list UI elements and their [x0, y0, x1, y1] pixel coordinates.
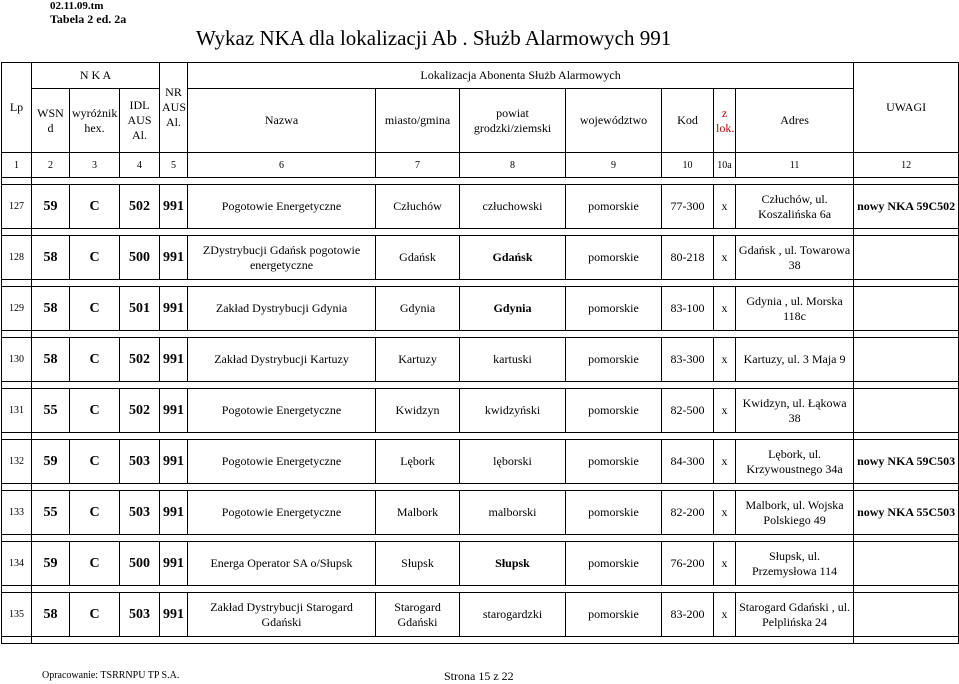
cell-uwagi	[854, 236, 959, 280]
table-row	[2, 287, 959, 331]
cell-lp: 129	[2, 287, 32, 331]
cell-powiat: starogardzki	[460, 593, 566, 637]
col-num: 11	[736, 153, 854, 178]
cell-miasto: Człuchów	[376, 185, 460, 229]
header-wojewodztwo: województwo	[566, 89, 662, 153]
header-nr: NR AUS Al.	[160, 63, 188, 153]
spacer-row	[2, 433, 959, 440]
table-row	[2, 593, 959, 637]
col-num: 2	[32, 153, 70, 178]
spacer-row	[2, 331, 959, 338]
spacer-row	[2, 535, 959, 542]
cell-nr: 991	[160, 440, 188, 484]
header-nka-group: N K A	[32, 63, 160, 89]
cell-idl: 503	[120, 491, 160, 535]
cell-powiat: kwidzyński	[460, 389, 566, 433]
header-uwagi: UWAGI	[854, 63, 959, 153]
cell-wojewodztwo: pomorskie	[566, 542, 662, 586]
cell-adres: Gdańsk , ul. Towarowa 38	[736, 236, 854, 280]
column-number-row	[2, 153, 959, 178]
cell-kod: 84-300	[662, 440, 714, 484]
cell-nr: 991	[160, 389, 188, 433]
cell-z-lok: x	[714, 236, 736, 280]
cell-adres: Kwidzyn, ul. Łąkowa 38	[736, 389, 854, 433]
table-row	[2, 491, 959, 535]
cell-lp: 132	[2, 440, 32, 484]
cell-kod: 83-300	[662, 338, 714, 382]
cell-kod: 82-500	[662, 389, 714, 433]
cell-kod: 80-218	[662, 236, 714, 280]
cell-adres: Malbork, ul. Wojska Polskiego 49	[736, 491, 854, 535]
col-num: 10	[662, 153, 714, 178]
cell-uwagi: nowy NKA 55C503	[854, 491, 959, 535]
table-label: Tabela 2 ed. 2a	[50, 12, 127, 26]
cell-nr: 991	[160, 287, 188, 331]
cell-wojewodztwo: pomorskie	[566, 236, 662, 280]
cell-idl: 503	[120, 593, 160, 637]
document-date: 02.11.09.tm	[50, 0, 104, 12]
col-num: 7	[376, 153, 460, 178]
cell-miasto: Starogard Gdański	[376, 593, 460, 637]
col-num: 4	[120, 153, 160, 178]
spacer-row	[2, 178, 959, 185]
table-row	[2, 389, 959, 433]
cell-wojewodztwo: pomorskie	[566, 593, 662, 637]
col-num: 5	[160, 153, 188, 178]
cell-miasto: Gdynia	[376, 287, 460, 331]
cell-uwagi	[854, 542, 959, 586]
cell-uwagi	[854, 389, 959, 433]
cell-lp: 133	[2, 491, 32, 535]
header-wsn: WSN d	[32, 89, 70, 153]
table-row	[2, 338, 959, 382]
cell-wyroznik: C	[70, 491, 120, 535]
cell-wyroznik: C	[70, 185, 120, 229]
table-row	[2, 542, 959, 586]
cell-uwagi: nowy NKA 59C502	[854, 185, 959, 229]
cell-idl: 503	[120, 440, 160, 484]
col-num: 12	[854, 153, 959, 178]
spacer-row	[2, 637, 959, 644]
col-num: 6	[188, 153, 376, 178]
cell-nr: 991	[160, 185, 188, 229]
cell-wsn: 55	[32, 491, 70, 535]
cell-lp: 134	[2, 542, 32, 586]
cell-nazwa: Pogotowie Energetyczne	[188, 440, 376, 484]
cell-wsn: 55	[32, 389, 70, 433]
cell-miasto: Malbork	[376, 491, 460, 535]
cell-z-lok: x	[714, 491, 736, 535]
cell-nazwa: Pogotowie Energetyczne	[188, 185, 376, 229]
cell-wsn: 59	[32, 185, 70, 229]
cell-nr: 991	[160, 338, 188, 382]
cell-adres: Starogard Gdański , ul. Pelplińska 24	[736, 593, 854, 637]
cell-nazwa: Zakład Dystrybucji Starogard Gdański	[188, 593, 376, 637]
spacer-row	[2, 586, 959, 593]
cell-z-lok: x	[714, 185, 736, 229]
cell-nazwa: ZDystrybucji Gdańsk pogotowie energetyczne	[188, 236, 376, 280]
cell-kod: 83-200	[662, 593, 714, 637]
cell-adres: Człuchów, ul. Koszalińska 6a	[736, 185, 854, 229]
cell-wyroznik: C	[70, 389, 120, 433]
header-z-lok: z lok.	[714, 89, 736, 153]
cell-wojewodztwo: pomorskie	[566, 338, 662, 382]
cell-lp: 128	[2, 236, 32, 280]
cell-powiat: Gdańsk	[460, 236, 566, 280]
cell-z-lok: x	[714, 338, 736, 382]
cell-adres: Słupsk, ul. Przemysłowa 114	[736, 542, 854, 586]
spacer-row	[2, 280, 959, 287]
cell-wojewodztwo: pomorskie	[566, 185, 662, 229]
cell-wyroznik: C	[70, 542, 120, 586]
col-num: 3	[70, 153, 120, 178]
col-num: 9	[566, 153, 662, 178]
cell-powiat: człuchowski	[460, 185, 566, 229]
cell-kod: 76-200	[662, 542, 714, 586]
cell-wsn: 58	[32, 236, 70, 280]
cell-wyroznik: C	[70, 287, 120, 331]
cell-miasto: Gdańsk	[376, 236, 460, 280]
cell-powiat: Słupsk	[460, 542, 566, 586]
cell-uwagi	[854, 593, 959, 637]
cell-uwagi: nowy NKA 59C503	[854, 440, 959, 484]
cell-idl: 500	[120, 236, 160, 280]
cell-lp: 135	[2, 593, 32, 637]
cell-wsn: 59	[32, 542, 70, 586]
header-kod: Kod	[662, 89, 714, 153]
cell-nr: 991	[160, 491, 188, 535]
header-nazwa: Nazwa	[188, 89, 376, 153]
cell-powiat: malborski	[460, 491, 566, 535]
cell-wyroznik: C	[70, 440, 120, 484]
cell-powiat: kartuski	[460, 338, 566, 382]
header-lokalizacja-group: Lokalizacja Abonenta Służb Alarmowych	[188, 63, 854, 89]
cell-nr: 991	[160, 236, 188, 280]
header-lp: Lp	[2, 63, 32, 153]
cell-z-lok: x	[714, 542, 736, 586]
cell-nazwa: Pogotowie Energetyczne	[188, 491, 376, 535]
cell-adres: Lębork, ul. Krzywoustnego 34a	[736, 440, 854, 484]
cell-miasto: Lębork	[376, 440, 460, 484]
spacer-row	[2, 484, 959, 491]
cell-nazwa: Zakład Dystrybucji Kartuzy	[188, 338, 376, 382]
header-idl: IDL AUS Al.	[120, 89, 160, 153]
table-row	[2, 236, 959, 280]
nka-table	[1, 62, 959, 644]
footer-page-number: Strona 15 z 22	[444, 669, 514, 683]
cell-wojewodztwo: pomorskie	[566, 491, 662, 535]
header-wyroznik: wyróżnik hex.	[70, 89, 120, 153]
cell-powiat: lęborski	[460, 440, 566, 484]
cell-lp: 127	[2, 185, 32, 229]
cell-idl: 501	[120, 287, 160, 331]
cell-kod: 83-100	[662, 287, 714, 331]
cell-wsn: 58	[32, 287, 70, 331]
cell-wsn: 58	[32, 338, 70, 382]
page-title: Wykaz NKA dla lokalizacji Ab . Służb Alarmowych 991	[196, 26, 672, 50]
table-row	[2, 185, 959, 229]
cell-wyroznik: C	[70, 338, 120, 382]
cell-idl: 500	[120, 542, 160, 586]
cell-kod: 82-200	[662, 491, 714, 535]
cell-z-lok: x	[714, 593, 736, 637]
table-body	[2, 185, 959, 644]
spacer-row	[2, 382, 959, 389]
col-num: 10a	[714, 153, 736, 178]
cell-wsn: 59	[32, 440, 70, 484]
header-miasto: miasto/gmina	[376, 89, 460, 153]
cell-kod: 77-300	[662, 185, 714, 229]
cell-lp: 131	[2, 389, 32, 433]
cell-z-lok: x	[714, 440, 736, 484]
cell-wsn: 58	[32, 593, 70, 637]
cell-adres: Gdynia , ul. Morska 118c	[736, 287, 854, 331]
footer-credit: Opracowanie: TSRRNPU TP S.A.	[42, 670, 180, 681]
header-powiat: powiat grodzki/ziemski	[460, 89, 566, 153]
cell-powiat: Gdynia	[460, 287, 566, 331]
header-adres: Adres	[736, 89, 854, 153]
cell-miasto: Kwidzyn	[376, 389, 460, 433]
table-row	[2, 440, 959, 484]
cell-wyroznik: C	[70, 593, 120, 637]
cell-lp: 130	[2, 338, 32, 382]
cell-nr: 991	[160, 542, 188, 586]
cell-wojewodztwo: pomorskie	[566, 440, 662, 484]
cell-uwagi	[854, 287, 959, 331]
cell-wojewodztwo: pomorskie	[566, 389, 662, 433]
col-num: 8	[460, 153, 566, 178]
cell-z-lok: x	[714, 287, 736, 331]
cell-z-lok: x	[714, 389, 736, 433]
cell-adres: Kartuzy, ul. 3 Maja 9	[736, 338, 854, 382]
cell-idl: 502	[120, 185, 160, 229]
col-num: 1	[2, 153, 32, 178]
cell-miasto: Słupsk	[376, 542, 460, 586]
spacer-row	[2, 229, 959, 236]
cell-idl: 502	[120, 338, 160, 382]
cell-nr: 991	[160, 593, 188, 637]
cell-wyroznik: C	[70, 236, 120, 280]
cell-idl: 502	[120, 389, 160, 433]
cell-uwagi	[854, 338, 959, 382]
cell-wojewodztwo: pomorskie	[566, 287, 662, 331]
cell-nazwa: Pogotowie Energetyczne	[188, 389, 376, 433]
cell-nazwa: Zakład Dystrybucji Gdynia	[188, 287, 376, 331]
cell-miasto: Kartuzy	[376, 338, 460, 382]
cell-nazwa: Energa Operator SA o/Słupsk	[188, 542, 376, 586]
